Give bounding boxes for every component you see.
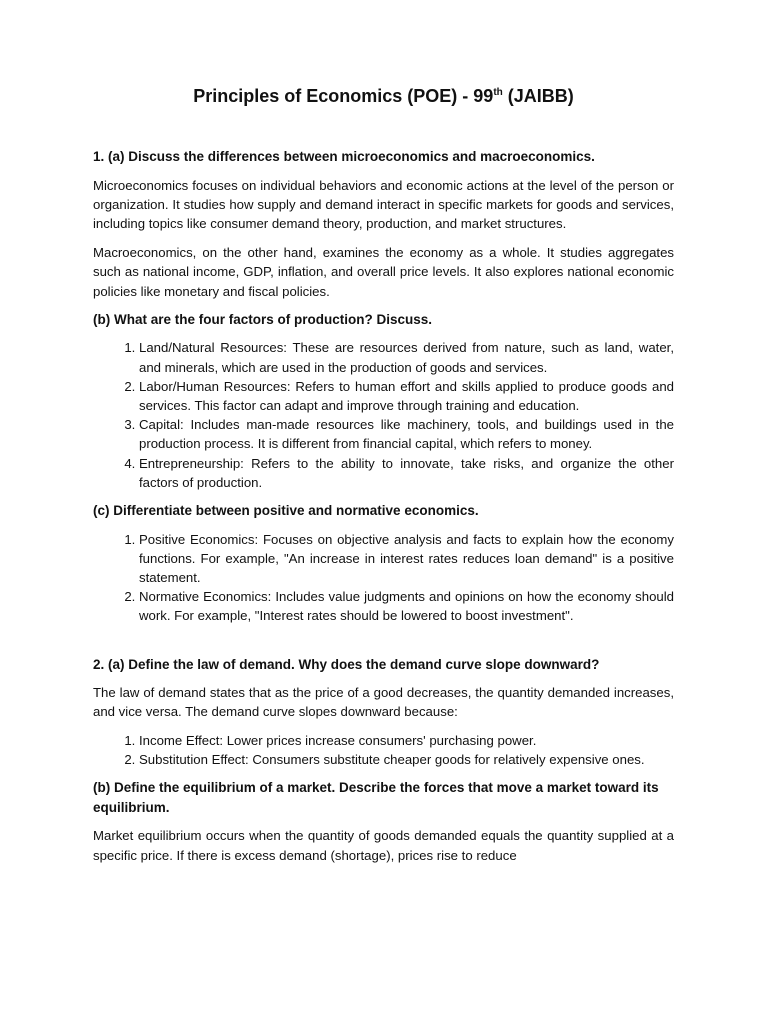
q1a-paragraph-1: Microeconomics focuses on individual behaviors and economic actions at the level of the person or organization. It studies how supply and demand interact in specific markets for goods and services, including topics like consumer demand theory, production, and market structures. [93,177,674,232]
q2a-paragraph-1: The law of demand states that as the price of a good decreases, the quantity demanded increases, and vice versa. The demand curve slopes downward because: [93,685,674,720]
document-page [93,86,674,874]
title-superscript: th [493,87,503,98]
q1c-list [93,530,674,626]
list-item: 4. Entrepreneurship: Refers to the ability to innovate, take risks, and organize the other factors of production. [139,454,674,492]
q2a-list [93,731,674,769]
title-main: Principles of Economics (POE) - 99 [193,86,494,106]
document-title [93,86,674,107]
q1c-heading: (c) Differentiate between positive and normative economics. [93,503,479,519]
q2a-heading: 2. (a) Define the law of demand. Why does the demand curve slope downward? [93,656,600,672]
list-item: 2. Normative Economics: Includes value judgments and opinions on how the economy should work. For example, "Interest rates should be lowered to boost investment". [139,587,674,625]
list-item: 1. Land/Natural Resources: These are resources derived from nature, such as land, water, and minerals, which are used in the production of goods and services. [139,338,674,376]
q1b-heading: (b) What are the four factors of production? Discuss. [93,311,433,327]
q1a-paragraph-2: Macroeconomics, on the other hand, examines the economy as a whole. It studies aggregates such as national income, GDP, inflation, and overall price levels. It also explores national economic policies like monetary and fiscal policies. [93,244,674,299]
q2b-heading: (b) Define the equilibrium of a market. Describe the forces that move a market toward its equilibrium. [93,780,659,815]
list-item: 2. Substitution Effect: Consumers substitute cheaper goods for relatively expensive ones. [139,750,674,769]
q1a-heading: 1. (a) Discuss the differences between microeconomics and macroeconomics. [93,149,595,164]
title-end: (JAIBB) [502,86,574,106]
q1b-list [93,338,674,492]
list-item: 2. Labor/Human Resources: Refers to human effort and skills applied to produce goods and services. This factor can adapt and improve through training and education. [139,377,674,415]
list-item: 1. Income Effect: Lower prices increase consumers' purchasing power. [139,731,674,750]
section-gap [93,635,674,655]
list-item: 1. Positive Economics: Focuses on objective analysis and facts to explain how the economy functions. For example, "An increase in interest rates reduces loan demand" is a positive statement. [139,530,674,588]
list-item: 3. Capital: Includes man-made resources like machinery, tools, and buildings used in the production process. It is different from financial capital, which refers to money. [139,415,674,453]
q2b-paragraph-1: Market equilibrium occurs when the quantity of goods demanded equals the quantity supplied at a specific price. If there is excess demand (shortage), prices rise to reduce [93,828,674,863]
